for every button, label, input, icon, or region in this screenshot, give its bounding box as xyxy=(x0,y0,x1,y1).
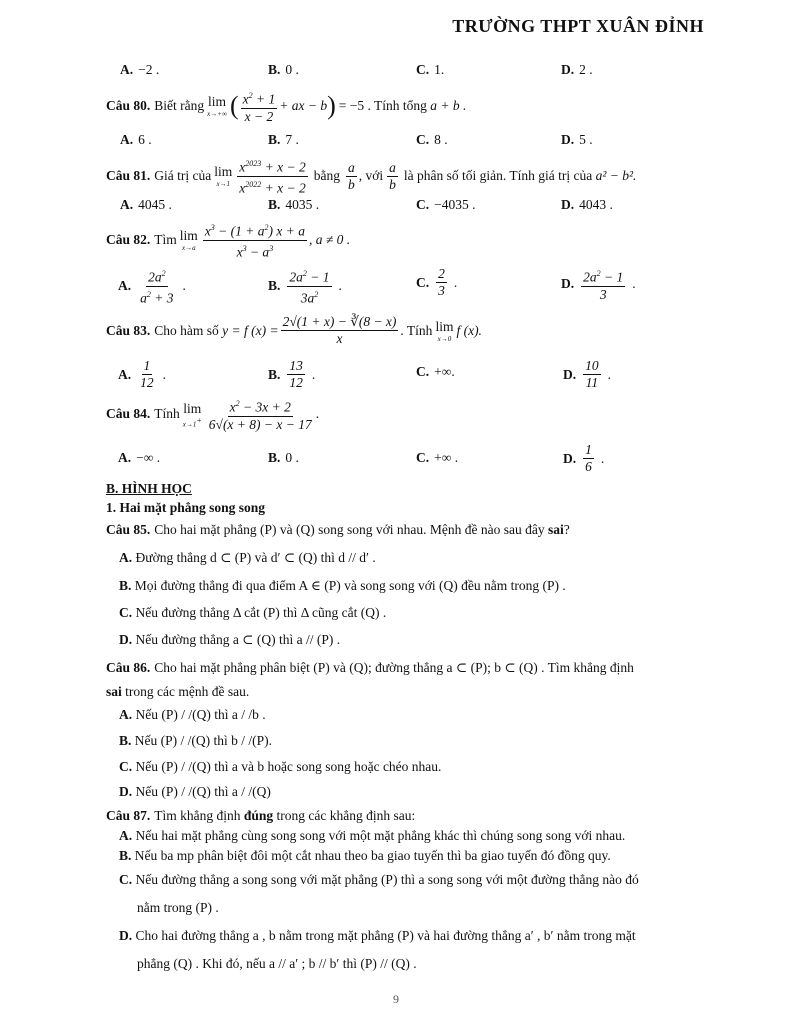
page-number: 9 xyxy=(393,992,399,1006)
q87-option-c: C. Nếu đường thẳng a song song với mặt phẳng (P) thì a song song với một đường thẳng nào đó xyxy=(119,872,639,887)
q86-option-c: C. Nếu (P) / /(Q) thì a và b hoặc song song hoặc chéo nhau. xyxy=(119,759,442,774)
q85-option-d: D. Nếu đường thẳng a ⊂ (Q) thì a // (P) . xyxy=(119,632,341,647)
q83-option-c: C. +∞. xyxy=(416,364,455,379)
q80-option-d: D. 5 . xyxy=(561,132,593,147)
q85-option-b: B. Mọi đường thẳng đi qua điểm A ∈ (P) và song song với (Q) đều nằm trong (P) . xyxy=(119,578,566,593)
q86-question-line2: sai trong các mệnh đề sau. xyxy=(106,684,250,699)
q82-question: Câu 82. Tìm lim x→a $\frac{x^3 - (1 + a^2) x + a}{x^3 - a^3}$ , a ≠ 0 . xyxy=(106,220,350,260)
q83-option-b: B. $\frac{13}{12}$ . xyxy=(268,358,316,390)
q87-option-b: B. Nếu ba mp phân biệt đôi một cắt nhau theo ba giao tuyến thì ba giao tuyến đó đồng quy. xyxy=(119,848,611,863)
q79-option-a: A. −2 . xyxy=(120,62,160,77)
q83-option-d: D. $\frac{10}{11}$ . xyxy=(563,358,611,390)
q79-option-c: C. 1. xyxy=(416,62,445,77)
q86-option-b: B. Nếu (P) / /(Q) thì b / /(P). xyxy=(119,733,273,748)
q87-question: Câu 87. Tìm khẳng định đúng trong các khẳng định sau: xyxy=(106,808,416,823)
q79-option-b: B. 0 . xyxy=(268,62,299,77)
q82-option-d: D. $\frac{2a^2 - 1}{3}$ . xyxy=(561,266,636,303)
q80-option-a: A. 6 . xyxy=(120,132,152,147)
q80-option-b: B. 7 . xyxy=(268,132,299,147)
q87-option-d: D. Cho hai đường thẳng a , b nằm trong mặt phẳng (P) và hai đường thẳng a′ , b′ nằm trong mặt xyxy=(119,928,636,943)
q81-option-c: C. −4035 . xyxy=(416,197,476,212)
q83-option-a: A. $\frac{1}{12}$ . xyxy=(118,358,166,390)
q83-question: Câu 83. Cho hàm số y = f (x) = $\frac{2√(1 + x) - ∛(8 - x)}{x}$ . Tính lim x→0 f (x). xyxy=(106,314,482,346)
q87-option-a: A. Nếu hai mặt phẳng cùng song song với một mặt phẳng khác thì chúng song song với nhau. xyxy=(119,828,626,843)
q84-option-a: A. −∞ . xyxy=(118,450,161,465)
q84-option-b: B. 0 . xyxy=(268,450,299,465)
q85-question: Câu 85. Cho hai mặt phẳng (P) và (Q) song song với nhau. Mệnh đề nào sau đây sai ? xyxy=(106,522,570,537)
section-heading: B. HÌNH HỌC xyxy=(106,481,192,496)
q87-option-c-cont: nằm trong (P) . xyxy=(137,900,219,915)
q80-question: Câu 80. Biết rằng lim x→+∞ ( $\frac{x^2 + 1}{x - 2}$ + ax − b ) = −5 . Tính tổng a + b . xyxy=(106,88,466,125)
q80-option-c: C. 8 . xyxy=(416,132,448,147)
q84-question: Câu 84. Tính lim x→1+ $\frac{x^2 - 3x + 2}{6√(x + 8) - x - 17}$ . xyxy=(106,396,319,433)
q85-option-c: C. Nếu đường thẳng Δ cắt (P) thì Δ cũng cắt (Q) . xyxy=(119,605,387,620)
q85-option-a: A. Đường thẳng d ⊂ (P) và d′ ⊂ (Q) thì d // d′ . xyxy=(119,550,376,565)
subsection-heading: 1. Hai mặt phẳng song song xyxy=(106,500,266,515)
q81-option-a: A. 4045 . xyxy=(120,197,172,212)
q82-option-b: B. $\frac{2a^2 - 1}{3a^2}$ . xyxy=(268,266,342,306)
page-header: TRƯỜNG THPT XUÂN ĐỈNH xyxy=(452,16,704,36)
q81-question: Câu 81. Giá trị của lim x→1 $\frac{x^{2023} + x - 2}{x^{2022} + x - 2}$ bằng $\frac{a}{b}$ , với $\frac{a}{b}$ là phân số tối giản. Tính giá trị của a² − b². xyxy=(106,156,636,196)
q82-option-a: A. $\frac{2a^2}{a^2 + 3}$ . xyxy=(118,266,186,306)
q86-question: Câu 86. Cho hai mặt phẳng phân biệt (P) và (Q); đường thẳng a ⊂ (P); b ⊂ (Q) . Tìm khẳng định xyxy=(106,660,634,675)
q86-option-a: A. Nếu (P) / /(Q) thì a / /b . xyxy=(119,707,266,722)
q87-option-d-cont: phẳng (Q) . Khi đó, nếu a // a′ ; b // b′ thì (P) // (Q) . xyxy=(137,956,417,971)
q79-option-d: D. 2 . xyxy=(561,62,593,77)
q84-option-d: D. $\frac{1}{6}$ . xyxy=(563,442,605,474)
q86-option-d: D. Nếu (P) / /(Q) thì a / /(Q) xyxy=(119,784,271,799)
q82-option-c: C. $\frac{2}{3}$ . xyxy=(416,266,458,298)
q84-option-c: C. +∞ . xyxy=(416,450,459,465)
q81-option-d: D. 4043 . xyxy=(561,197,613,212)
q81-option-b: B. 4035 . xyxy=(268,197,320,212)
